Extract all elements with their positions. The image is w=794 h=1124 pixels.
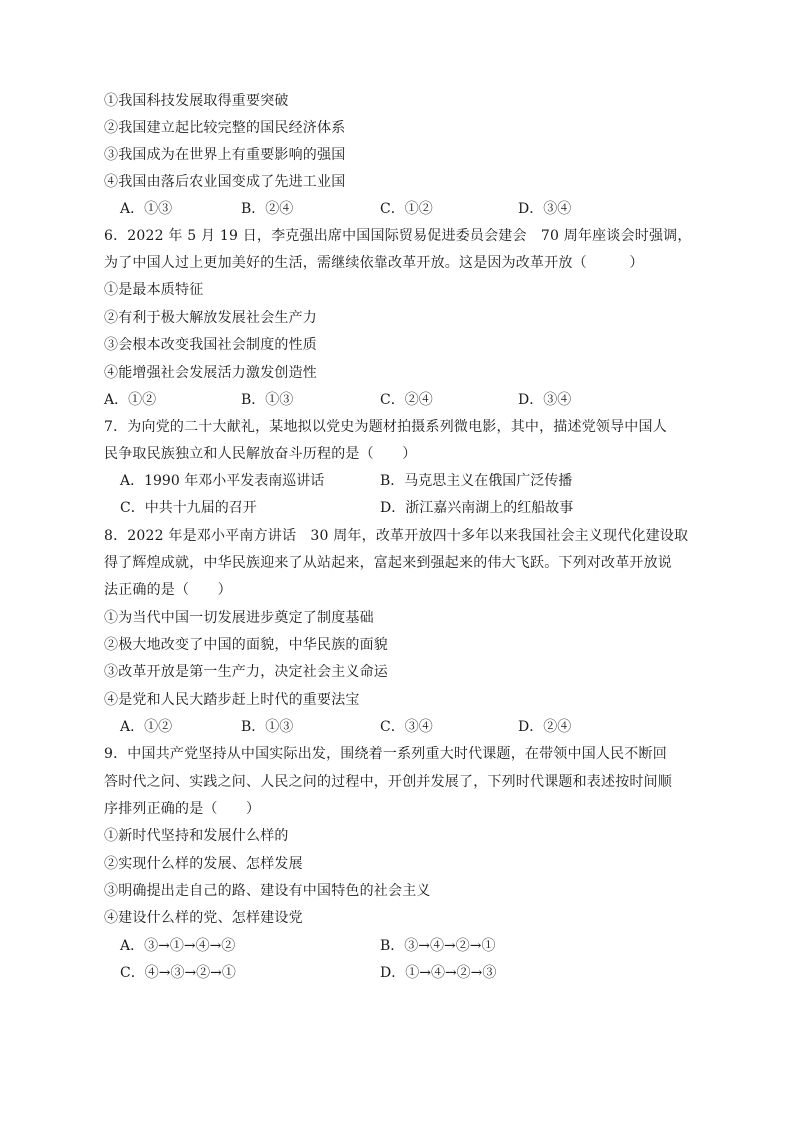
q8-stem-1: 8．2022 年是邓小平南方讲话 30 周年，改革开放四十多年以来我国社会主义现代化建设取 (104, 528, 689, 544)
q5-option-d: D．③④ (518, 201, 572, 217)
q8-stem-2: 得了辉煌成就，中华民族迎来了从站起来，富起来到强起来的伟大飞跃。下列对改革开放说 (104, 555, 672, 571)
q5-item-3: ③我国成为在世界上有重要影响的强国 (104, 147, 346, 163)
q9-stem-2: 答时代之问、实践之问、人民之问的过程中，开创并发展了，下列时代课题和表述按时间顺 (104, 774, 672, 790)
q7-option-b: B．马克思主义在俄国广泛传播 (380, 473, 573, 489)
q5-option-c: C．①② (380, 201, 433, 217)
q6-option-a: A．①② (104, 392, 157, 408)
q6-item-4: ④能增强社会发展活力激发创造性 (104, 365, 317, 381)
q8-item-4: ④是党和人民大踏步赶上时代的重要法宝 (104, 692, 360, 708)
q9-item-3: ③明确提出走自己的路、建设有中国特色的社会主义 (104, 883, 431, 899)
q8-option-b: B．①③ (241, 719, 294, 735)
q5-option-b: B．②④ (241, 201, 294, 217)
q7-option-d: D．浙江嘉兴南湖上的红船故事 (380, 500, 574, 516)
q5-item-4: ④我国由落后农业国变成了先进工业国 (104, 174, 346, 190)
q8-stem-3: 法正确的是（ ） (104, 582, 232, 598)
q9-item-1: ①新时代坚持和发展什么样的 (104, 828, 289, 844)
q6-item-2: ②有利于极大解放发展社会生产力 (104, 310, 317, 326)
q6-item-3: ③会根本改变我国社会制度的性质 (104, 337, 317, 353)
q9-option-b: B．③→④→②→① (380, 938, 496, 954)
q6-stem-1: 6．2022 年 5 月 19 日，李克强出席中国国际贸易促进委员会建会 70 周年座谈会时强调， (104, 228, 692, 244)
q8-item-2: ②极大地改变了中国的面貌，中华民族的面貌 (104, 637, 388, 653)
q6-option-b: B．①③ (241, 392, 294, 408)
q7-stem-2: 民争取民族独立和人民解放奋斗历程的是（ ） (104, 446, 417, 462)
q9-option-a: A．③→①→④→② (120, 938, 236, 954)
q8-option-c: C．③④ (380, 719, 433, 735)
q7-option-a: A．1990 年邓小平发表南巡讲话 (120, 473, 325, 489)
q6-option-c: C．②④ (380, 392, 433, 408)
q8-option-a: A．①② (120, 719, 173, 735)
q6-option-d: D．③④ (518, 392, 572, 408)
q7-stem-1: 7．为向党的二十大献礼，某地拟以党史为题材拍摄系列微电影，其中，描述党领导中国人 (104, 419, 667, 435)
q8-item-1: ①为当代中国一切发展进步奠定了制度基础 (104, 610, 374, 626)
q9-option-c: C．④→③→②→① (120, 965, 236, 981)
q9-stem-3: 序排列正确的是（ ） (104, 801, 261, 817)
q9-item-2: ②实现什么样的发展、怎样发展 (104, 856, 303, 872)
q8-item-3: ③改革开放是第一生产力，决定社会主义命运 (104, 664, 388, 680)
q5-option-a: A．①③ (120, 201, 173, 217)
q9-stem-1: 9．中国共产党坚持从中国实际出发，围绕着一系列重大时代课题，在带领中国人民不断回 (104, 746, 667, 762)
q6-item-1: ①是最本质特征 (104, 282, 204, 298)
q8-option-d: D．②④ (518, 719, 572, 735)
q5-item-2: ②我国建立起比较完整的国民经济体系 (104, 120, 346, 136)
q7-option-c: C．中共十九届的召开 (120, 500, 257, 516)
q9-option-d: D．①→④→②→③ (380, 965, 497, 981)
q9-item-4: ④建设什么样的党、怎样建设党 (104, 910, 303, 926)
q6-stem-2: 为了中国人过上更加美好的生活，需继续依靠改革开放。这是因为改革开放（ ） (104, 255, 644, 271)
q5-item-1: ①我国科技发展取得重要突破 (104, 93, 289, 109)
